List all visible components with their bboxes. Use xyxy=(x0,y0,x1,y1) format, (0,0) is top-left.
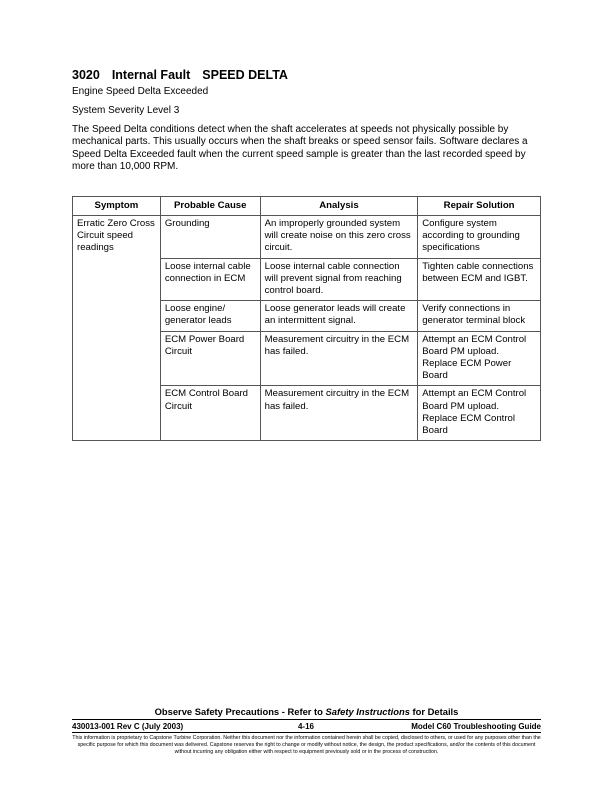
symptom-cell: Erratic Zero Cross Circuit speed readings xyxy=(73,216,161,441)
footer-divider-lower xyxy=(72,732,541,733)
cause-cell: Grounding xyxy=(160,216,260,259)
analysis-cell: Loose generator leads will create an intermittent signal. xyxy=(260,301,418,331)
fault-subtitle: Engine Speed Delta Exceeded xyxy=(72,86,209,97)
troubleshooting-table xyxy=(72,196,541,441)
solution-cell: Configure system according to grounding specifications xyxy=(418,216,541,259)
guide-title: Model C60 Troubleshooting Guide xyxy=(411,722,541,731)
solution-cell: Attempt an ECM Control Board PM upload. Replace ECM Power Board xyxy=(418,331,541,386)
table-header-row xyxy=(73,197,541,216)
header-symptom: Symptom xyxy=(73,197,161,216)
cause-cell: ECM Control Board Circuit xyxy=(160,386,260,441)
solution-cell: Verify connections in generator terminal block xyxy=(418,301,541,331)
solution-cell: Attempt an ECM Control Board PM upload. Replace ECM Control Board xyxy=(418,386,541,441)
fault-code: 3020 xyxy=(72,68,100,82)
fault-name: SPEED DELTA xyxy=(202,68,288,82)
cause-cell: ECM Power Board Circuit xyxy=(160,331,260,386)
fault-description: The Speed Delta conditions detect when the shaft accelerates at speeds not physically possible by mechanical parts. This usually occurs when the shaft breaks or speed sensor fails. Software declares a Speed Delta Exceeded fault when the current speed sample is greater than the last recorded speed by more than 10,000 RPM. xyxy=(72,124,528,172)
analysis-cell: An improperly grounded system will create noise on this zero cross circuit. xyxy=(260,216,418,259)
safety-instructions-ref: Safety Instructions xyxy=(325,706,410,717)
table-row xyxy=(73,216,541,259)
solution-cell: Tighten cable connections between ECM and IGBT. xyxy=(418,258,541,301)
footer-divider xyxy=(72,719,541,720)
cause-cell: Loose internal cable connection in ECM xyxy=(160,258,260,301)
header-probable-cause: Probable Cause xyxy=(160,197,260,216)
safety-notice xyxy=(72,706,541,717)
proprietary-notice: This information is proprietary to Capstone Turbine Corporation. Neither this document nor the information contained herein shall be copied, disclosed to others, or used for any purposes other than the specific purpose for which this document was delivered. Capstone reserves the right to change or modify without notice, the design, the product specifications, and/or the contents of this document without incurring any obligation either with respect to equipment previously sold or in the process of construction. xyxy=(72,735,541,755)
header-analysis: Analysis xyxy=(260,197,418,216)
document-number: 430013-001 Rev C (July 2003) xyxy=(72,722,184,731)
severity-level: System Severity Level 3 xyxy=(72,105,180,116)
cause-cell: Loose engine/ generator leads xyxy=(160,301,260,331)
fault-category: Internal Fault xyxy=(111,68,191,82)
page-number: 4-16 xyxy=(297,722,314,731)
analysis-cell: Loose internal cable connection will prevent signal from reaching control board. xyxy=(260,258,418,301)
header-repair-solution: Repair Solution xyxy=(418,197,541,216)
page-title xyxy=(72,68,288,82)
safety-suffix: for Details xyxy=(409,706,459,717)
safety-prefix: Observe Safety Precautions - Refer to xyxy=(154,706,326,717)
analysis-cell: Measurement circuitry in the ECM has failed. xyxy=(260,331,418,386)
analysis-cell: Measurement circuitry in the ECM has failed. xyxy=(260,386,418,441)
